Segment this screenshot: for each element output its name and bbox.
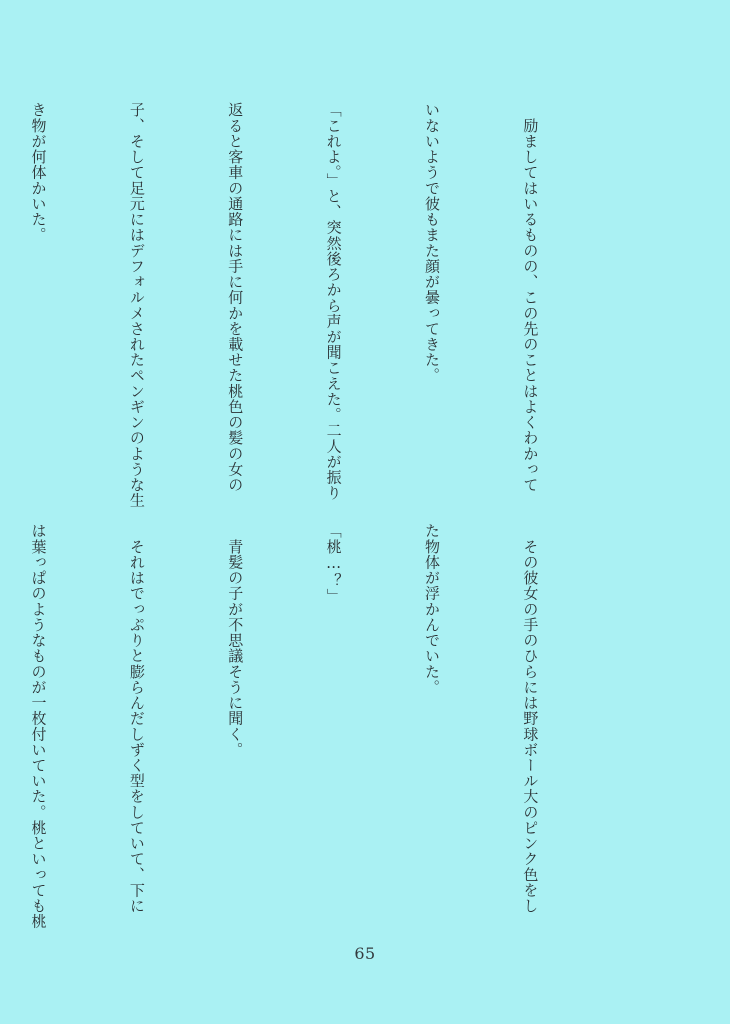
text-line: き物が何体かいた。 (29, 102, 48, 243)
text-line: 子、そして足元にはデフォルメされたペンギンのような生 (127, 102, 146, 509)
upper-text-block (0, 102, 612, 509)
text-line: た物体が浮かんでいた。 (423, 523, 442, 695)
text-line: 「これよ。」と、突然後ろから声が聞こえた。二人が振り (324, 102, 343, 501)
text-line: その彼女の手のひらには野球ボール大のピンク色をし (521, 523, 540, 914)
text-line: それはでっぷりと膨らんだしずく型をしていて、下に (127, 523, 146, 914)
page-number: 65 (354, 944, 376, 963)
text-line: 「桃…？」 (324, 523, 343, 605)
text-line: 青髪の子が不思議そうに聞く。 (226, 523, 245, 758)
text-line: は葉っぱのようなものが一枚付いていた。桃といっても桃 (29, 523, 48, 930)
text-line: いないようで彼もまた顔が曇ってきた。 (423, 102, 442, 384)
lower-text-block (0, 523, 612, 930)
text-line: 励ましてはいるものの、この先のことはよくわかって (521, 102, 540, 493)
text-line: 返ると客車の通路には手に何かを載せた桃色の髪の女の (226, 102, 245, 493)
